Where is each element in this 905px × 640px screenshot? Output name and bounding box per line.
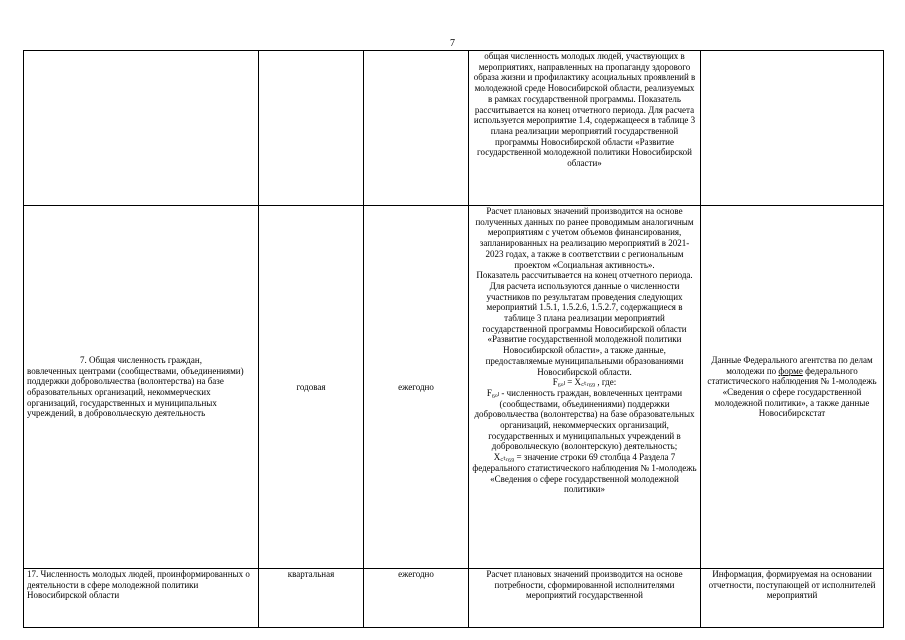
- periodicity-cell: [259, 51, 364, 206]
- method-cell: общая численность молодых людей, участвующих в мероприятиях, направленных на пропаганду здорового образа жизни и профилактику асоциальных проявлений в молодежной среде Новосибирской области, реализуемых в рамках государственной программы. Показатель рассчитывается на конец отчетного периода. Для расчета используется мероприятие 1.4, содержащееся в таблице 3 плана реализации мероприятий государственной программы Новосибирской области «Развитие государственной молодежной политики Новосибирской области»: [469, 51, 701, 206]
- indicator-name-cell: [24, 206, 259, 569]
- method-paragraph-2: Показатель рассчитывается на конец отчетного периода. Для расчета используются данные о численности участников по результатам проведения следующих мероприятий 1.5.1, 1.5.2.6, 1.5.2.7, содержащиеся в таблице 3 плана реализации мероприятий государственной программы Новосибирской области «Развитие государственной молодежной политики Новосибирской области», а также данные, предоставляемые муниципальными образованиями Новосибирской области.: [476, 270, 693, 377]
- method-paragraph-3: F₆ₒₗ - численность граждан, вовлеченных центрами (сообществами, объединениями) поддержки добровольчества (волонтерства) на базе образовательных организаций, некоммерческих организаций, государственных и муниципальных учреждений в добровольческую (волонтерскую) деятельность;: [474, 387, 695, 452]
- method-formula: F₆ₒₗ = X꜀ₜᵣ₆₉ , где:: [552, 377, 617, 388]
- source-text-b: федерального статистического наблюдения № 1-молодежь «Сведения о сфере государственной молодежной политики», а также данные Новосибирскстат: [707, 365, 877, 419]
- indicator-name-first-line: 7. Общая численность граждан,: [80, 354, 202, 365]
- frequency-cell: ежегодно: [364, 569, 469, 628]
- table-row: [24, 206, 884, 569]
- periodicity-cell: годовая: [259, 206, 364, 569]
- frequency-cell: [364, 51, 469, 206]
- method-paragraph-1: Расчет плановых значений производится на основе полученных данных по ранее проводимым аналогичным мероприятиям с учетом объемов финансирования, запланированных на реализацию мероприятий в 2021-2023 годах, а также в соответствии с региональным проектом «Социальная активность».: [475, 206, 694, 270]
- source-cell: [701, 206, 884, 569]
- method-paragraph-4: X꜀ₜᵣ₆₉ = значение строки 69 столбца 4 Раздела 7 федерального статистического наблюдения № 1-молодежь «Сведения о сфере государственной молодежной политики»: [472, 452, 697, 495]
- indicator-name-cell: 17. Численность молодых людей, проинформированных о деятельности в сфере молодежной политики Новосибирской области: [24, 569, 259, 628]
- method-cell: Расчет плановых значений производится на основе потребности, сформированной исполнителями мероприятий государственной: [469, 569, 701, 628]
- indicator-table: [23, 50, 884, 628]
- source-text-a: Данные Федерального агентства по делам молодежи по: [711, 354, 873, 376]
- source-link-form[interactable]: форме: [778, 365, 803, 376]
- periodicity-cell: квартальная: [259, 569, 364, 628]
- source-cell: Информация, формируемая на основании отчетности, поступающей от исполнителей мероприятий: [701, 569, 884, 628]
- source-cell: [701, 51, 884, 206]
- page-number: 7: [450, 38, 455, 49]
- frequency-cell: ежегодно: [364, 206, 469, 569]
- table-row: [24, 569, 884, 628]
- method-cell: [469, 206, 701, 569]
- indicator-name-rest: вовлеченных центрами (сообществами, объединениями) поддержки добровольчества (волонтерства) на базе образовательных организаций, некоммерческих организаций, государственных и муниципальных учреждений, в добровольческую деятельность: [27, 365, 244, 419]
- table-row: [24, 51, 884, 206]
- indicator-name-cell: [24, 51, 259, 206]
